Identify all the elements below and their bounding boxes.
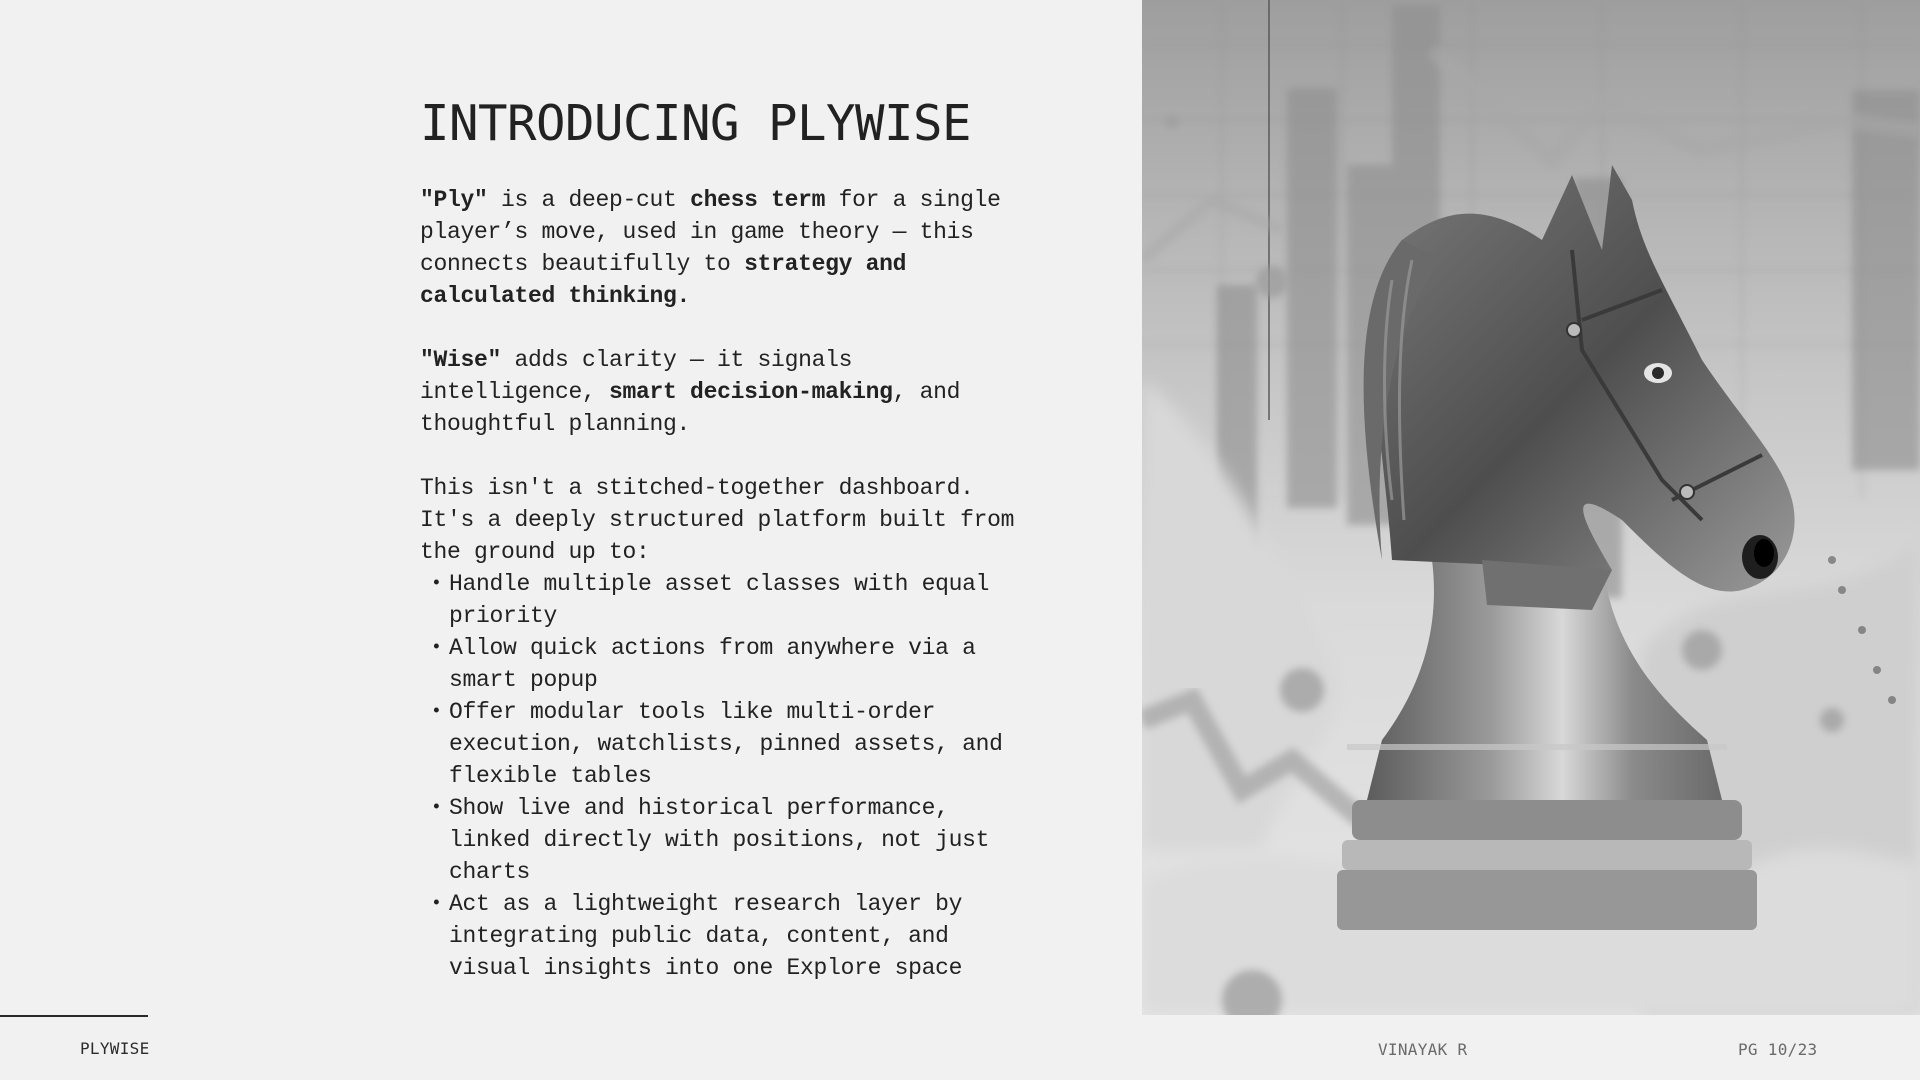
list-item-text: Handle multiple asset classes with equal priority xyxy=(449,571,990,629)
list-item-text: Act as a lightweight research layer by integrating public data, content, and visual insights into one Explore space xyxy=(449,891,963,981)
footer-divider xyxy=(0,1015,148,1017)
bullet-icon: • xyxy=(431,638,442,658)
page-title: INTRODUCING PLYWISE xyxy=(420,95,972,152)
text: is a deep-cut xyxy=(487,187,691,213)
paragraph-platform-intro xyxy=(420,472,1040,568)
term-chess-term: chess term xyxy=(690,187,826,213)
page-number: PG 10/23 xyxy=(1738,1040,1818,1059)
bullet-icon: • xyxy=(431,574,442,594)
term-ply: "Ply" xyxy=(420,187,488,213)
list-item-text: Show live and historical performance, linked directly with positions, not just charts xyxy=(449,795,990,885)
term-smart-decision-making: smart decision-making xyxy=(609,379,893,405)
list-item-text: Offer modular tools like multi-order execution, watchlists, pinned assets, and flexible tables xyxy=(449,699,1003,789)
list-item xyxy=(420,696,1040,792)
text: This isn't a stitched-together dashboard. It's a deeply structured platform built from the ground up to: xyxy=(420,475,1015,565)
list-item xyxy=(420,632,1040,696)
footer-brand: PLYWISE xyxy=(80,1039,150,1058)
list-item xyxy=(420,792,1040,888)
paragraph-ply xyxy=(420,184,1040,312)
list-item xyxy=(420,568,1040,632)
chess-knight-image xyxy=(1142,0,1920,1015)
feature-list xyxy=(420,568,1040,984)
bullet-icon: • xyxy=(431,702,442,722)
bullet-icon: • xyxy=(431,798,442,818)
text: for a single player’s move, used in game theory — this connects beautifully to xyxy=(420,187,1001,277)
slide-content xyxy=(420,94,1040,984)
term-wise: "Wise" xyxy=(420,347,502,373)
list-item xyxy=(420,888,1040,984)
chess-knight-icon xyxy=(1142,0,1920,1015)
footer-author: VINAYAK R xyxy=(1378,1040,1468,1059)
paragraph-wise xyxy=(420,344,1040,440)
bullet-icon: • xyxy=(431,894,442,914)
text: , and thoughtful planning. xyxy=(420,379,961,437)
list-item-text: Allow quick actions from anywhere via a smart popup xyxy=(449,635,976,693)
text: adds clarity — it signals intelligence, xyxy=(420,347,853,405)
term-strategy: strategy and calculated thinking. xyxy=(420,251,907,309)
